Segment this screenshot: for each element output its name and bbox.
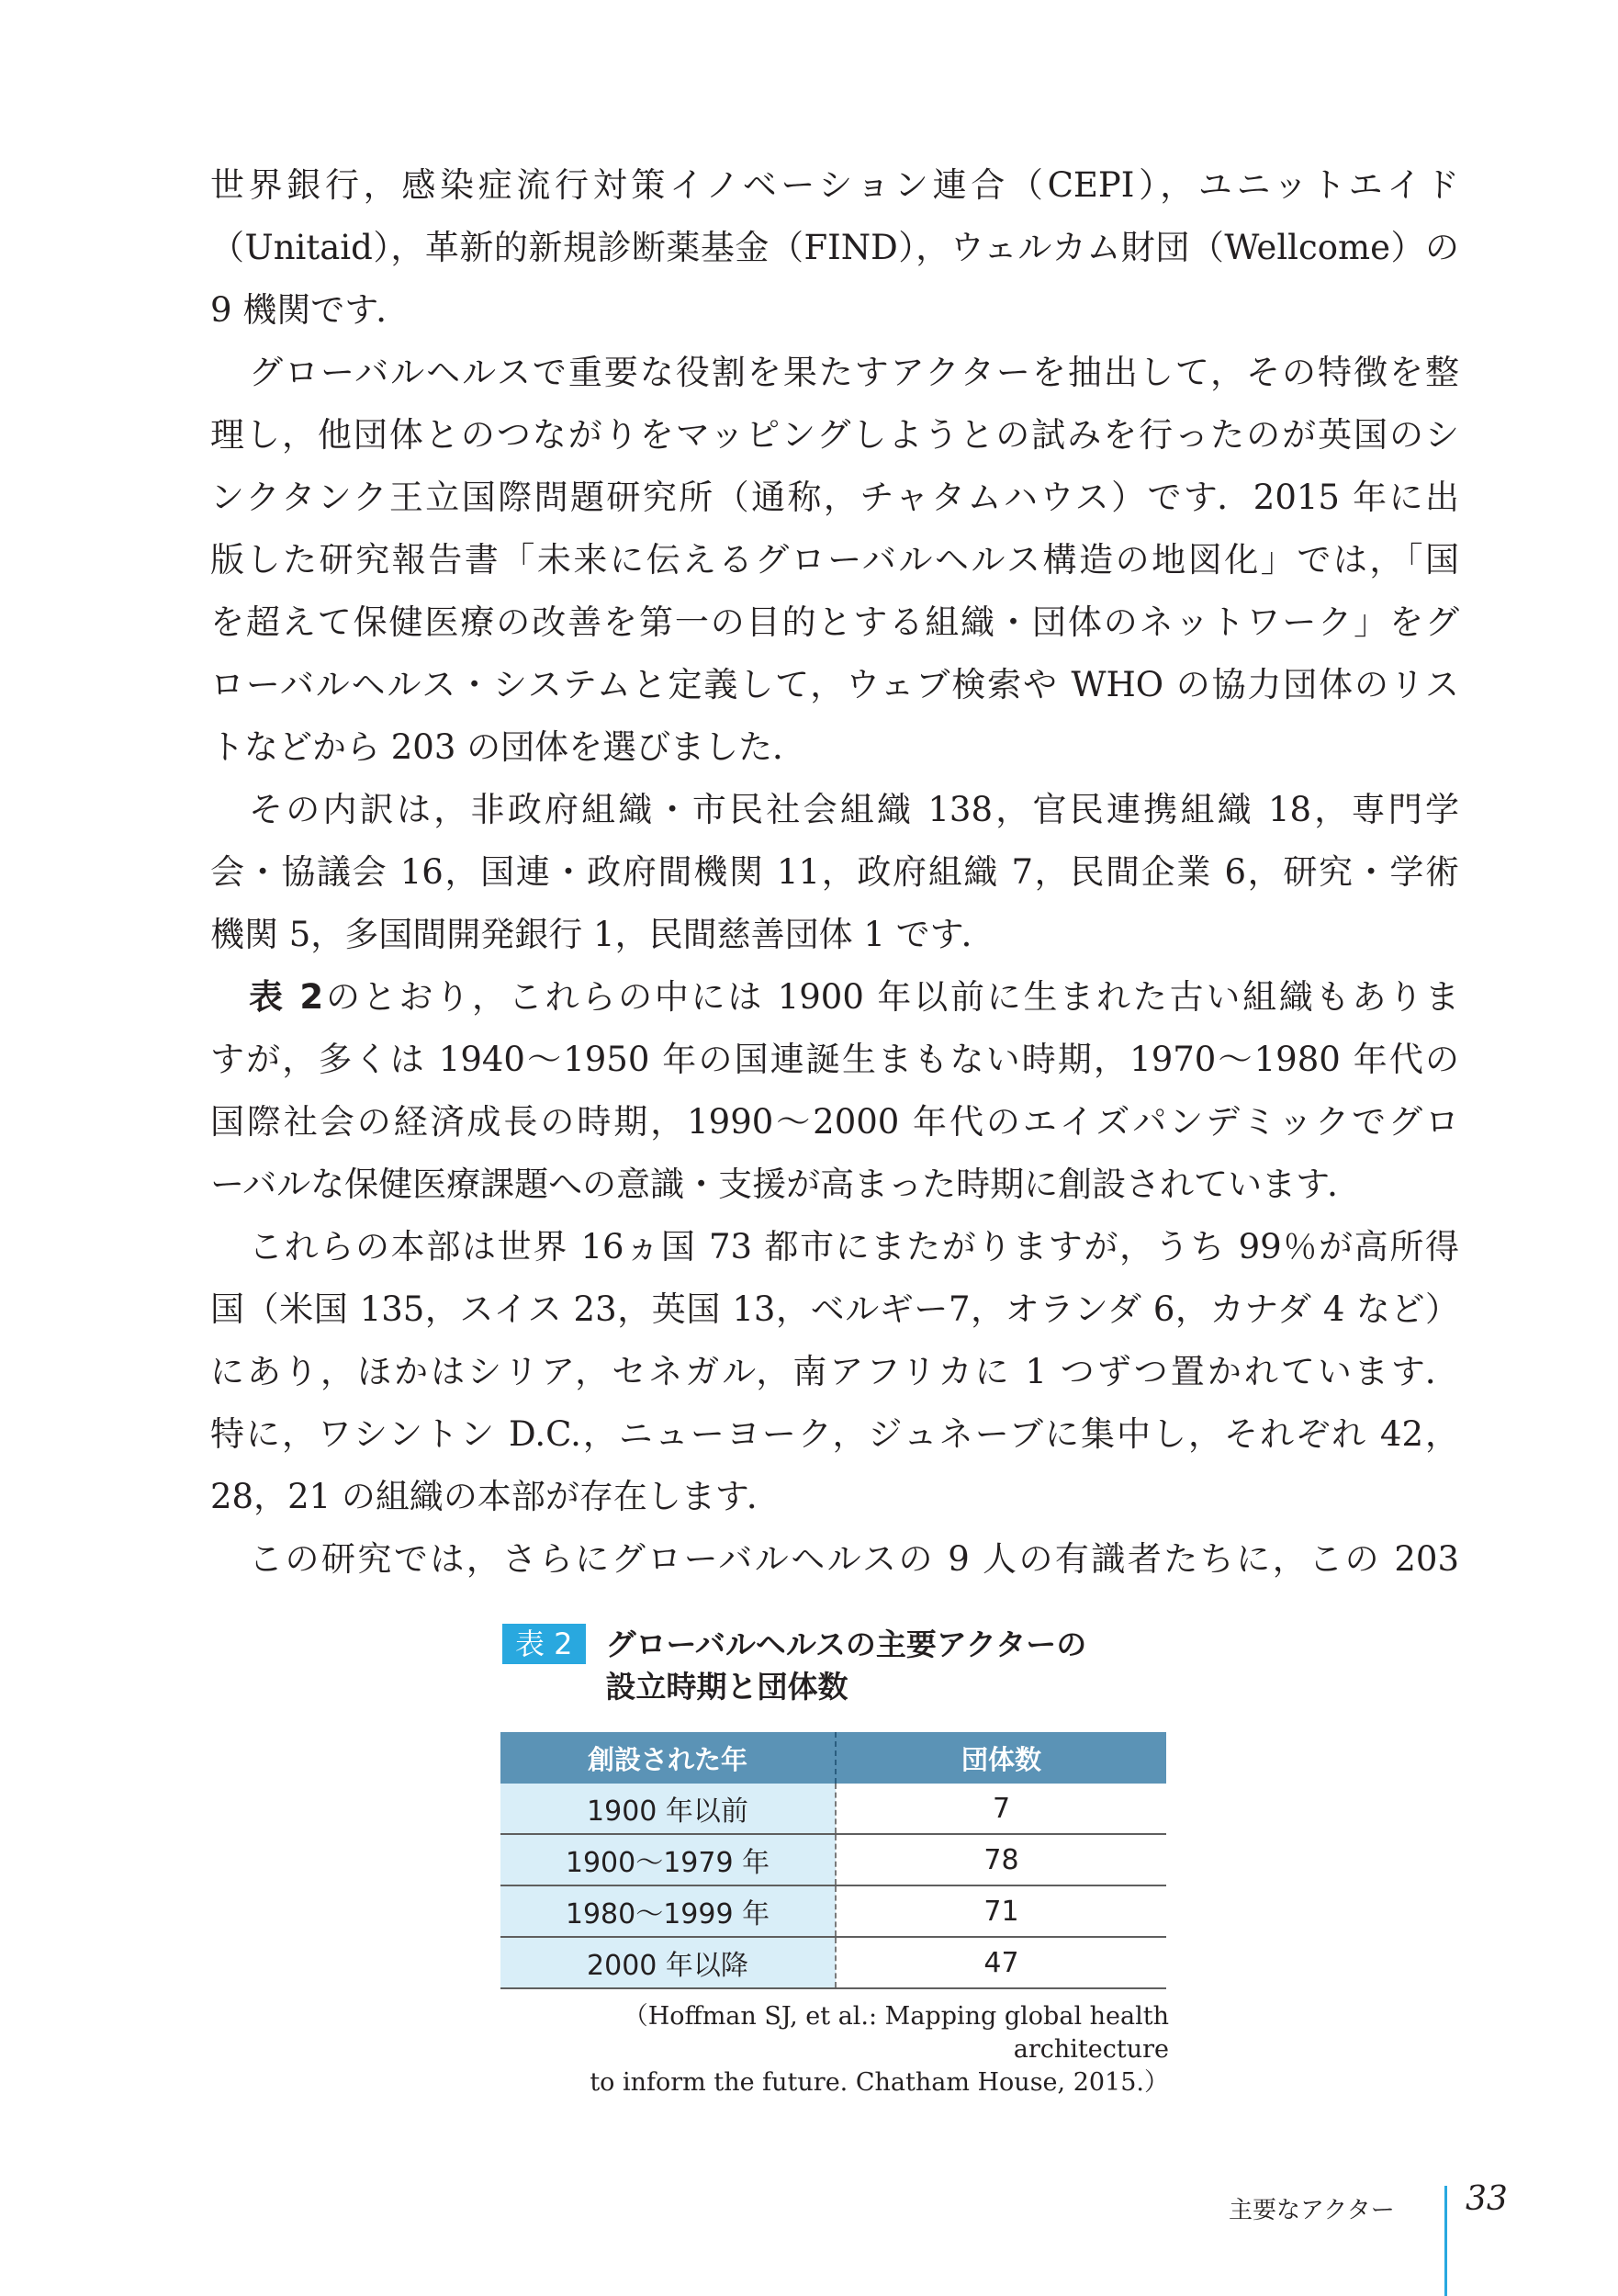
cell-period: 1900 年以前 <box>500 1784 836 1834</box>
table-source <box>494 2000 1169 2099</box>
body-line: 機関 5，多国間開発銀行 1，民間慈善団体 1 です． <box>210 915 995 954</box>
cell-count: 47 <box>836 1937 1166 1988</box>
body-line: その内訳は，非政府組織・市民社会組織 138，官民連携組織 18，専門学 <box>249 790 1459 829</box>
cell-count: 78 <box>836 1834 1166 1885</box>
body-line: 理し，他団体とのつながりをマッピングしようとの試みを行ったのが英国のシ <box>210 415 1459 455</box>
body-line: を超えて保健医療の改善を第一の目的とする組織・団体のネットワーク」をグ <box>210 602 1459 642</box>
table-header-row <box>500 1732 1166 1784</box>
body-line: ーバルな保健医療課題への意識・支援が高まった時期に創設されています． <box>210 1165 1362 1204</box>
cell-count: 7 <box>836 1784 1166 1834</box>
actor-founding-table <box>500 1732 1166 1989</box>
table-label: 表 2 <box>502 1624 586 1664</box>
cell-period: 1980～1999 年 <box>500 1885 836 1937</box>
header-org-count: 団体数 <box>836 1732 1166 1784</box>
body-line: これらの本部は世界 16ヵ国 73 都市にまたがりますが，うち 99％が高所得 <box>249 1227 1459 1266</box>
table-row <box>500 1937 1166 1988</box>
body-line: すが，多くは 1940～1950 年の国連誕生まもない時期，1970～1980 年代の <box>210 1040 1459 1079</box>
body-line: 世界銀行，感染症流行対策イノベーション連合（CEPI），ユニットエイド <box>210 165 1459 205</box>
source-line: （Hoffman SJ, et al.: Mapping global health architecture <box>623 2002 1169 2064</box>
body-line: 28，21 の組織の本部が存在します． <box>210 1477 781 1516</box>
body-line: 9 機関です． <box>210 290 410 330</box>
body-line-rest: のとおり，これらの中には 1900 年以前に生まれた古い組織もありま <box>323 977 1459 1017</box>
table-row <box>500 1834 1166 1885</box>
body-line: （Unitaid），革新的新規診断薬基金（FIND），ウェルカム財団（Wellcome）の <box>210 228 1459 267</box>
table-title-line: グローバルヘルスの主要アクターの <box>605 1626 1087 1662</box>
body-text <box>210 154 1459 1591</box>
body-line: 国際社会の経済成長の時期，1990～2000 年代のエイズパンデミックでグロ <box>210 1102 1459 1142</box>
body-line: ンクタンク王立国際問題研究所（通称，チャタムハウス）です．2015 年に出 <box>210 478 1459 517</box>
header-founded-year: 創設された年 <box>500 1732 836 1784</box>
table-reference[interactable]: 表 2 <box>249 977 324 1017</box>
table-row <box>500 1885 1166 1937</box>
body-line: にあり，ほかはシリア，セネガル，南アフリカに 1 つずつ置かれています． <box>210 1352 1459 1391</box>
body-line: 会・協議会 16，国連・政府間機関 11，政府組織 7，民間企業 6，研究・学術 <box>210 852 1459 892</box>
body-line: 国（米国 135，スイス 23，英国 13，ベルギー7，オランダ 6，カナダ 4 など） <box>210 1289 1459 1329</box>
cell-count: 71 <box>836 1885 1166 1937</box>
body-line: トなどから 203 の団体を選びました． <box>210 727 807 767</box>
table-title-line: 設立時期と団体数 <box>605 1669 848 1705</box>
cell-period: 2000 年以降 <box>500 1937 836 1988</box>
body-line: グローバルヘルスで重要な役割を果たすアクターを抽出して，その特徴を整 <box>249 353 1459 392</box>
body-line: この研究では，さらにグローバルヘルスの 9 人の有識者たちに，この 203 <box>249 1539 1459 1579</box>
running-footer-section: 主要なアクター <box>1229 2197 1395 2224</box>
footer-divider <box>1444 2186 1447 2296</box>
table-caption <box>502 1624 1166 1708</box>
body-line: 特に，ワシントン D.C.，ニューヨーク，ジュネーブに集中し，それぞれ 42， <box>210 1414 1459 1454</box>
table-block <box>500 1624 1166 1989</box>
table-row <box>500 1784 1166 1834</box>
body-line: ローバルヘルス・システムと定義して，ウェブ検索や WHO の協力団体のリス <box>210 665 1459 704</box>
source-line: to inform the future. Chatham House, 2015.） <box>590 2068 1169 2097</box>
body-line: 版した研究報告書「未来に伝えるグローバルヘルス構造の地図化」では，「国 <box>210 540 1459 580</box>
page-number: 33 <box>1466 2180 1508 2218</box>
table-title <box>606 1624 1087 1708</box>
body-line <box>210 966 1459 1029</box>
cell-period: 1900～1979 年 <box>500 1834 836 1885</box>
